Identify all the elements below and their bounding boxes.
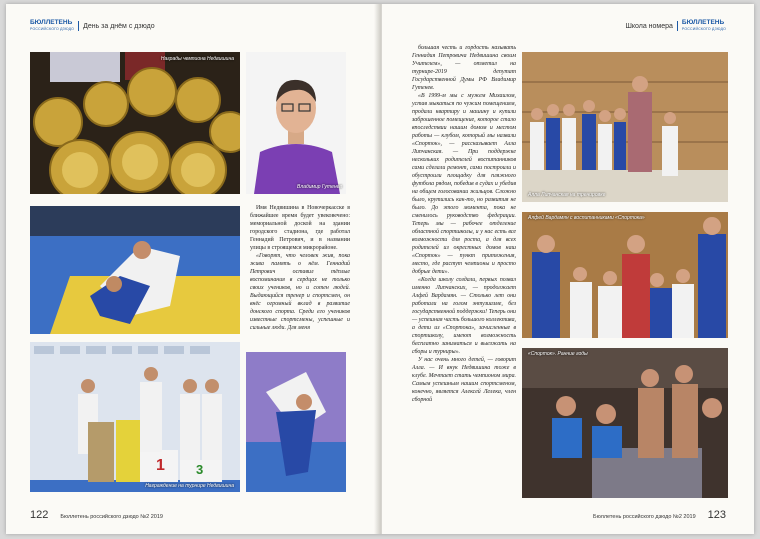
medals-photo (30, 52, 240, 194)
paragraph: «Когда школу создали, первых позвал именно Липчанских, — продолжает Алфей Вардамян. — Столько лет они работали на голом энтузиазме, без государственной поддержки! Теперь они — успешная часть большого коллектива, а дети из «Спортока», зачисленные в спортшколу, имеют возможность бесплатно заниматься и выезжать на сборы и турниры». (412, 277, 516, 355)
group-graphic (522, 212, 728, 338)
portrait-photo (246, 52, 346, 194)
podium-graphic (30, 342, 240, 492)
section-title: День за днём с дзюдо (83, 22, 155, 30)
archive-caption: «Спорток». Ранние годы (528, 351, 588, 357)
medals-caption: Награды чемпиона Недвишина (160, 56, 234, 62)
footer-title: Бюллетень российского дзюдо №2 2019 (593, 514, 696, 520)
dojo-training-graphic (522, 52, 728, 202)
paragraph: большая честь и гордость называть Геннадия Петровича Недвишина своим Учителем», — отметил на турнире-2019 депутат Государственной Думы РФ Владимир Гутенев. (412, 45, 516, 91)
magazine-spread (6, 4, 754, 534)
group-photo (522, 212, 728, 338)
portrait-graphic (246, 52, 346, 194)
section-title: Школа номера (625, 22, 673, 30)
bulletin-logo: БЮЛЛЕТЕНЬ РОССИЙСКОГО ДЗЮДО (681, 19, 726, 31)
left-header (30, 20, 155, 32)
paragraph: «В 1999-м мы с мужем Михаилом, устав мыкаться по чужим помещениям, продали квартиру и машину и купили заброшенное помещение, которое стало впоследствии нашим домом и местом работы — клубом, который мы назвали «Спорток», — рассказывает Алла Липчанская. — При поддержке нескольких родителей воспитанников сами сделали ремонт, сами построили и обустроили площадку для пляжного футбола рядом, победив в судах и убедив на общем голосовании жильцов. Сложно было, крутились как-то, но развития не было. До этого момента, пока не сменилось руководство федерации. Теперь мы — рабочее отделение областной спортшколы, и у нас есть все возможности для роста, а для всех родителей из окрестных домов наш «Спорток» — пункт притяжения, место, где растут чемпионы и просто добрые дети». (412, 93, 516, 275)
page-number: 122 (30, 509, 49, 521)
archive-photo (522, 348, 728, 498)
dojo-training-photo (522, 52, 728, 202)
header-separator (78, 21, 79, 31)
bulletin-logo: БЮЛЛЕТЕНЬ РОССИЙСКОГО ДЗЮДО (30, 19, 75, 31)
judo-match-graphic (30, 206, 240, 334)
portrait-caption: Владимир Гутенев (297, 184, 342, 190)
right-footer (593, 509, 726, 521)
judo-throw-photo (246, 352, 346, 492)
paragraph: «Говорят, что человек жив, пока жива память о нём. Геннадий Петрович оставил тёплые воспоминания в сердцах не только своих учеников, но и сотен людей. Выдающийся тренер и спортсмен, он внёс огромный вклад в развитие донского спорта. Среди его учеников известные спортсмены, успешные и сильные люди. Для меня (250, 253, 350, 331)
archive-graphic (522, 348, 728, 498)
podium-place-first: 1 (156, 457, 165, 474)
judo-throw-graphic (246, 352, 346, 492)
group-caption: Алфей Вардамян с воспитанниками «Спортока» (528, 215, 645, 221)
paragraph: У нас очень много детей, — говорит Алла. — И внук Недвишина тоже в клубе. Мечтает стать чемпионом мира. Самым успешным нашим спортсменом, конечно, является Алексей Лелека, член сборной (412, 357, 516, 403)
header-separator (677, 21, 678, 31)
right-page (382, 4, 754, 534)
judo-match-photo (30, 206, 240, 334)
footer-title: Бюллетень российского дзюдо №2 2019 (60, 514, 163, 520)
right-header (625, 20, 726, 32)
medals-graphic (30, 52, 240, 194)
left-footer (30, 509, 163, 521)
podium-photo (30, 342, 240, 492)
left-page (6, 4, 378, 534)
left-article-text (250, 204, 350, 332)
dojo-caption: Алла Липчанская на тренировке (528, 192, 606, 198)
paragraph: Имя Недвишина в Новочеркасске в ближайшее время будет увековечено: мемориальной доской на здании городского стадиона, где работал Геннадий Петрович, и в названии улицы в строящемся микрорайоне. (250, 205, 350, 251)
right-article-text (412, 44, 516, 404)
page-number: 123 (707, 509, 726, 521)
podium-place-third: 3 (196, 462, 204, 477)
podium-caption: Награждение на турнире Недвишина (145, 483, 234, 489)
